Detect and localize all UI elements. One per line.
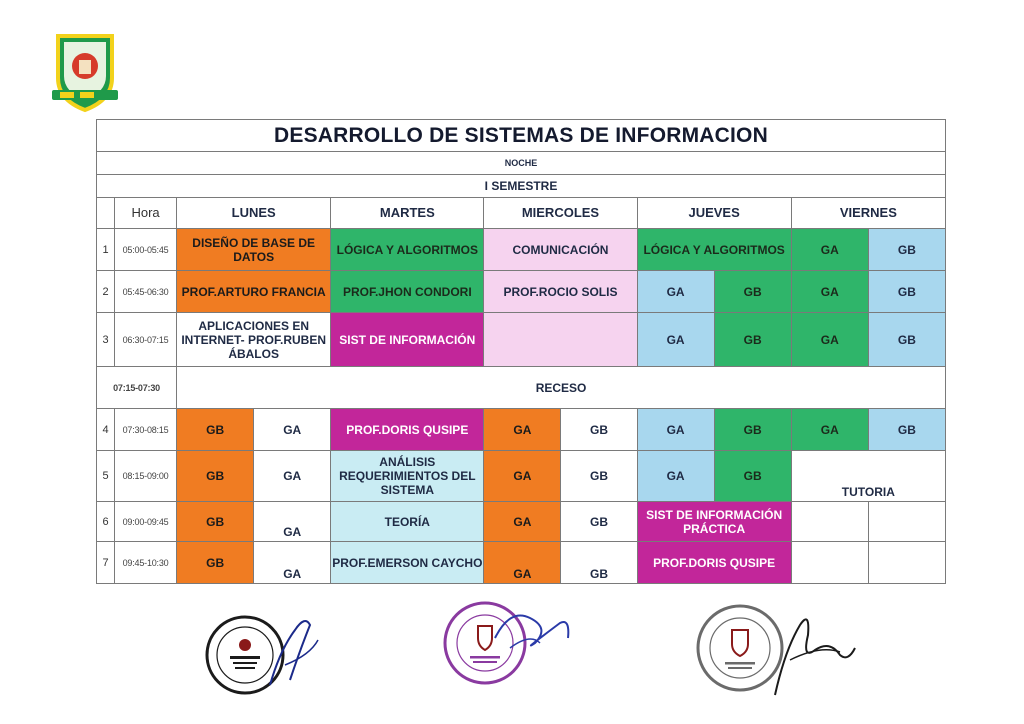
row-number: 3 bbox=[97, 313, 115, 367]
header-day-miercoles: MIERCOLES bbox=[484, 198, 637, 229]
group-cell: GA bbox=[254, 409, 331, 451]
group-cell: GB bbox=[868, 271, 945, 313]
general-direction-seal-icon bbox=[690, 600, 860, 700]
group-cell: GA bbox=[254, 451, 331, 502]
group-cell: GA bbox=[791, 409, 868, 451]
group-cell: GB bbox=[714, 409, 791, 451]
group-cell: GA bbox=[791, 229, 868, 271]
header-day-lunes: LUNES bbox=[177, 198, 331, 229]
row-number: 4 bbox=[97, 409, 115, 451]
header-day-martes: MARTES bbox=[331, 198, 484, 229]
class-cell: ANÁLISIS REQUERIMIENTOS DEL SISTEMA bbox=[331, 451, 484, 502]
recess-row bbox=[97, 367, 946, 409]
class-cell: LÓGICA Y ALGORITMOS bbox=[331, 229, 484, 271]
table-row bbox=[97, 409, 946, 451]
table-row bbox=[97, 451, 946, 502]
group-cell: GB bbox=[561, 409, 637, 451]
row-time: 08:15-09:00 bbox=[115, 451, 177, 502]
group-cell: GB bbox=[714, 271, 791, 313]
tutoria-cell: TUTORIA bbox=[791, 451, 945, 502]
group-cell: GA bbox=[637, 271, 714, 313]
group-cell: GA bbox=[484, 502, 561, 542]
table-row bbox=[97, 229, 946, 271]
empty-cell bbox=[484, 313, 637, 367]
group-cell: GB bbox=[561, 451, 637, 502]
group-cell: GB bbox=[177, 409, 254, 451]
teacher-cell: PROF.EMERSON CAYCHO bbox=[331, 542, 484, 584]
group-cell: GB bbox=[714, 313, 791, 367]
group-cell: GA bbox=[484, 542, 561, 584]
class-cell: SIST DE INFORMACIÓN PRÁCTICA bbox=[637, 502, 791, 542]
group-cell: GB bbox=[714, 451, 791, 502]
group-cell: GA bbox=[637, 451, 714, 502]
table-row bbox=[97, 271, 946, 313]
academic-unit-seal-icon bbox=[440, 598, 580, 693]
empty-cell bbox=[868, 542, 945, 584]
table-row bbox=[97, 502, 946, 542]
header-hora: Hora bbox=[115, 198, 177, 229]
teacher-cell: PROF.ROCIO SOLIS bbox=[484, 271, 637, 313]
recess-time: 07:15-07:30 bbox=[97, 367, 177, 409]
row-number: 7 bbox=[97, 542, 115, 584]
header-day-viernes: VIERNES bbox=[791, 198, 945, 229]
row-number: 2 bbox=[97, 271, 115, 313]
empty-cell bbox=[791, 502, 868, 542]
recess-label: RECESO bbox=[177, 367, 946, 409]
row-number: 6 bbox=[97, 502, 115, 542]
class-cell: APLICACIONES EN INTERNET- PROF.RUBEN ÁBALOS bbox=[177, 313, 331, 367]
row-time: 05:00-05:45 bbox=[115, 229, 177, 271]
class-cell: COMUNICACIÓN bbox=[484, 229, 637, 271]
group-cell: GA bbox=[791, 313, 868, 367]
group-cell: GB bbox=[868, 229, 945, 271]
schedule-table bbox=[96, 119, 946, 584]
class-cell: TEORÍA bbox=[331, 502, 484, 542]
group-cell: GA bbox=[484, 451, 561, 502]
group-cell: GA bbox=[791, 271, 868, 313]
group-cell: GB bbox=[561, 502, 637, 542]
row-number: 1 bbox=[97, 229, 115, 271]
group-cell: GB bbox=[868, 313, 945, 367]
empty-cell bbox=[868, 502, 945, 542]
table-header-row bbox=[97, 198, 946, 229]
row-time: 09:45-10:30 bbox=[115, 542, 177, 584]
group-cell: GB bbox=[177, 451, 254, 502]
row-time: 09:00-09:45 bbox=[115, 502, 177, 542]
semester-label: I SEMESTRE bbox=[97, 175, 946, 198]
coordination-seal-icon bbox=[200, 610, 330, 700]
table-row bbox=[97, 313, 946, 367]
group-cell: GA bbox=[637, 409, 714, 451]
teacher-cell: PROF.JHON CONDORI bbox=[331, 271, 484, 313]
group-cell: GB bbox=[177, 502, 254, 542]
institution-crest-icon bbox=[50, 30, 120, 114]
group-cell: GA bbox=[254, 542, 331, 584]
shift-label: NOCHE bbox=[97, 152, 946, 175]
group-cell: GA bbox=[484, 409, 561, 451]
table-row bbox=[97, 542, 946, 584]
page-title: DESARROLLO DE SISTEMAS DE INFORMACION bbox=[97, 120, 946, 152]
row-time: 07:30-08:15 bbox=[115, 409, 177, 451]
group-cell: GB bbox=[561, 542, 637, 584]
teacher-cell: PROF.DORIS QUSIPE bbox=[331, 409, 484, 451]
group-cell: GB bbox=[868, 409, 945, 451]
group-cell: GB bbox=[177, 542, 254, 584]
row-time: 05:45-06:30 bbox=[115, 271, 177, 313]
teacher-cell: PROF.DORIS QUSIPE bbox=[637, 542, 791, 584]
teacher-cell: PROF.ARTURO FRANCIA bbox=[177, 271, 331, 313]
header-day-jueves: JUEVES bbox=[637, 198, 791, 229]
row-number: 5 bbox=[97, 451, 115, 502]
class-cell: SIST DE INFORMACIÓN bbox=[331, 313, 484, 367]
class-cell: DISEÑO DE BASE DE DATOS bbox=[177, 229, 331, 271]
group-cell: GA bbox=[637, 313, 714, 367]
group-cell: GA bbox=[254, 502, 331, 542]
empty-cell bbox=[791, 542, 868, 584]
row-time: 06:30-07:15 bbox=[115, 313, 177, 367]
class-cell: LÓGICA Y ALGORITMOS bbox=[637, 229, 791, 271]
header-num-cell bbox=[97, 198, 115, 229]
